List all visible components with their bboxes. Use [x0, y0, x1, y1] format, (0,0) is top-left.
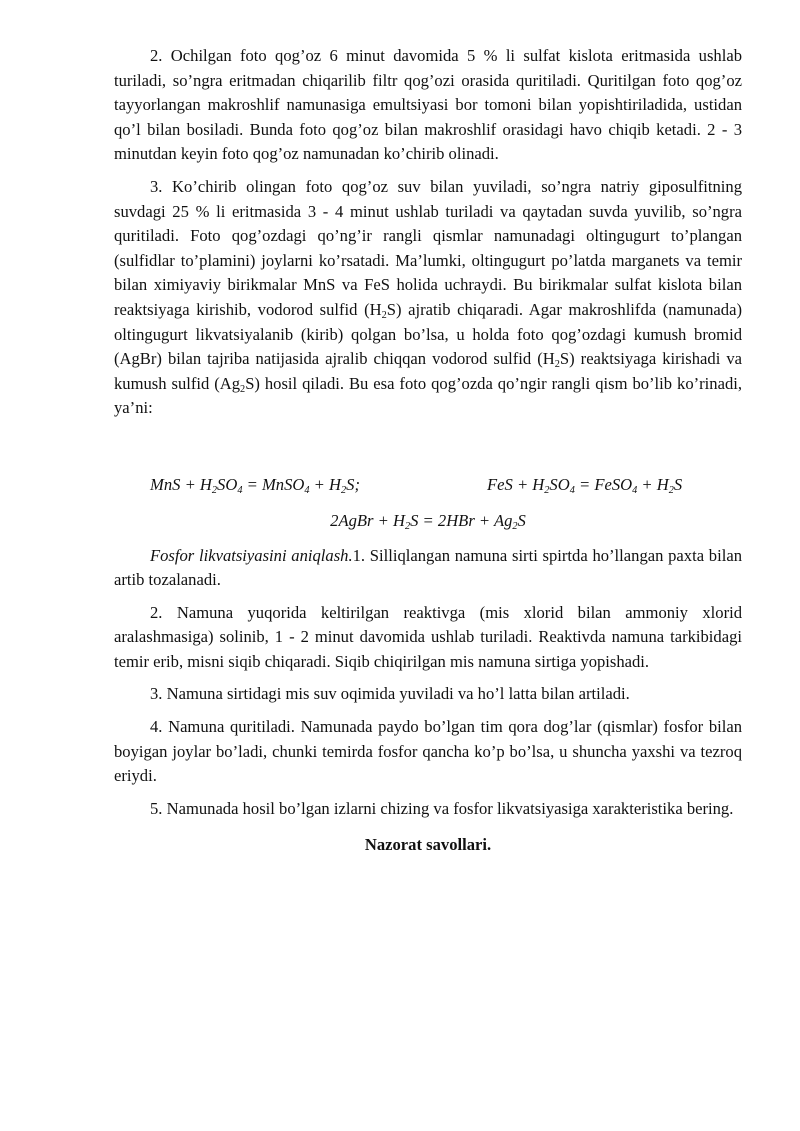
- eq-text: SO: [217, 474, 238, 494]
- equation-agbr: [114, 509, 742, 534]
- paragraph-step-3: [114, 175, 742, 421]
- eq-sub: 2: [512, 520, 518, 532]
- eq-sub: 2: [544, 484, 550, 496]
- eq-sub: 4: [304, 484, 310, 496]
- section-heading: Nazorat savollari.: [364, 835, 492, 855]
- eq-text: FeS + H: [487, 474, 545, 494]
- eq-text: S: [673, 474, 683, 494]
- eq-sub: 4: [237, 484, 243, 496]
- eq-text: + H: [637, 474, 669, 494]
- equation-row: [114, 473, 742, 499]
- subscript: 2: [381, 309, 387, 321]
- eq-sub: 2: [404, 520, 411, 532]
- paragraph-fosfor-3: 3. Namuna sirtidagi mis suv oqimida yuviladi va ho’l latta bilan artiladi.: [150, 684, 630, 704]
- eq-text: = MnSO: [242, 474, 305, 494]
- paragraph-fosfor-1: [114, 544, 742, 593]
- document-page: [114, 44, 742, 866]
- spacer: [114, 429, 742, 473]
- paragraph-text: S) reaktsiyaga kirishadi va kumush sulfid (Ag: [114, 349, 742, 393]
- equation-fes: [487, 473, 682, 498]
- equation-mns: [150, 473, 360, 498]
- paragraph-fosfor-2: 2. Namuna yuqorida keltirilgan reaktivga (mis xlorid bilan ammoniy xlorid aralashmasiga) solinib, 1 - 2 minut davomida ushlab turiladi. Reaktivda namuna tarkibidagi temir erib, misni siqib chiqaradi. Siqib chiqirilgan mis namuna sirtiga yopishadi.: [114, 602, 742, 671]
- paragraph-text: S) ajratib chiqaradi. Agar makroshlifda (namunada) oltingugurt likvatsiyalanib (kirib) qolgan bo’lsa, u holda foto qog’ozdagi kumush bromid (AgBr) bilan tajriba natijasida ajralib chiqqan vodorod sulfid (H: [114, 299, 742, 369]
- paragraph-text: S) hosil qiladi. Bu esa foto qog’ozda qo’ngir rangli qism bo’lib ko’rinadi, ya’ni:: [114, 373, 742, 418]
- eq-sub: 2: [211, 484, 218, 496]
- eq-text: S = 2HBr + Ag: [410, 510, 513, 530]
- eq-text: SO: [549, 474, 570, 494]
- paragraph-text: 1. Silliqlangan namuna sirti spirtda ho’llangan paxta bilan artib tozalanadi.: [114, 545, 742, 590]
- eq-text: S: [517, 510, 526, 530]
- eq-text: = FeSO: [574, 474, 633, 494]
- subscript: 2: [240, 383, 246, 395]
- paragraph-text: 3. Ko’chirib olingan foto qog’oz suv bilan yuviladi, so’ngra natriy giposulfitning suvdagi 25 % li eritmasida 3 - 4 minut ushlab turiladi va qaytadan suvda yuvilib, so’ngra quritiladi. Foto qog’ozdagi qo’ng’ir rangli qismlar namunadagi oltingugurt to’plangan (sulfidlar to’plamini) joylarni ko’rsatadi. Ma’lumki, oltingugurt po’latda marganets va temir bilan ximiyaviy birikmalar MnS va FeS holida uchraydi. Bu birikmalar sulfat kislota bilan reaktsiyaga kirishib, vodorod sulfid (H: [114, 176, 742, 319]
- eq-text: S;: [346, 474, 360, 494]
- eq-sub: 2: [341, 484, 347, 496]
- section-title-fosfor: Fosfor likvatsiyasini aniqlash.: [150, 545, 353, 565]
- subscript: 2: [554, 359, 560, 370]
- paragraph-fosfor-5: 5. Namunada hosil bo’lgan izlarni chizing va fosfor likvatsiyasiga xarakteristika bering.: [150, 798, 734, 818]
- paragraph-step-2: 2. Ochilgan foto qog’oz 6 minut davomida 5 % li sulfat kislota eritmasida ushlab turiladi, so’ngra eritmadan chiqarilib filtr qog’ozi orasida quritiladi. Quritilgan foto qog’oz tayyorlangan makroshlif namunasiga emultsiyasi bor tomoni bilan yopishtiriladida, ustidan qo’l bilan bosiladi. Bunda foto qog’oz bilan makroshlif orasidagi havo chiqib ketadi. 2 - 3 minutdan keyin foto qog’oz namunadan ko’chirib olinadi.: [114, 46, 742, 164]
- eq-text: MnS + H: [150, 474, 212, 494]
- eq-sub: 4: [632, 484, 638, 496]
- eq-text: 2AgBr + H: [330, 510, 405, 530]
- eq-sub: 2: [668, 484, 674, 496]
- eq-text: + H: [309, 474, 341, 494]
- eq-sub: 4: [569, 484, 575, 496]
- paragraph-fosfor-4: 4. Namuna quritiladi. Namunada paydo bo’lgan tim qora dog’lar (qismlar) fosfor bilan boyigan joylar bo’ladi, chunki temirda fosfor qancha ko’p bo’lsa, u shuncha yaxshi va tezroq eriydi.: [114, 717, 742, 786]
